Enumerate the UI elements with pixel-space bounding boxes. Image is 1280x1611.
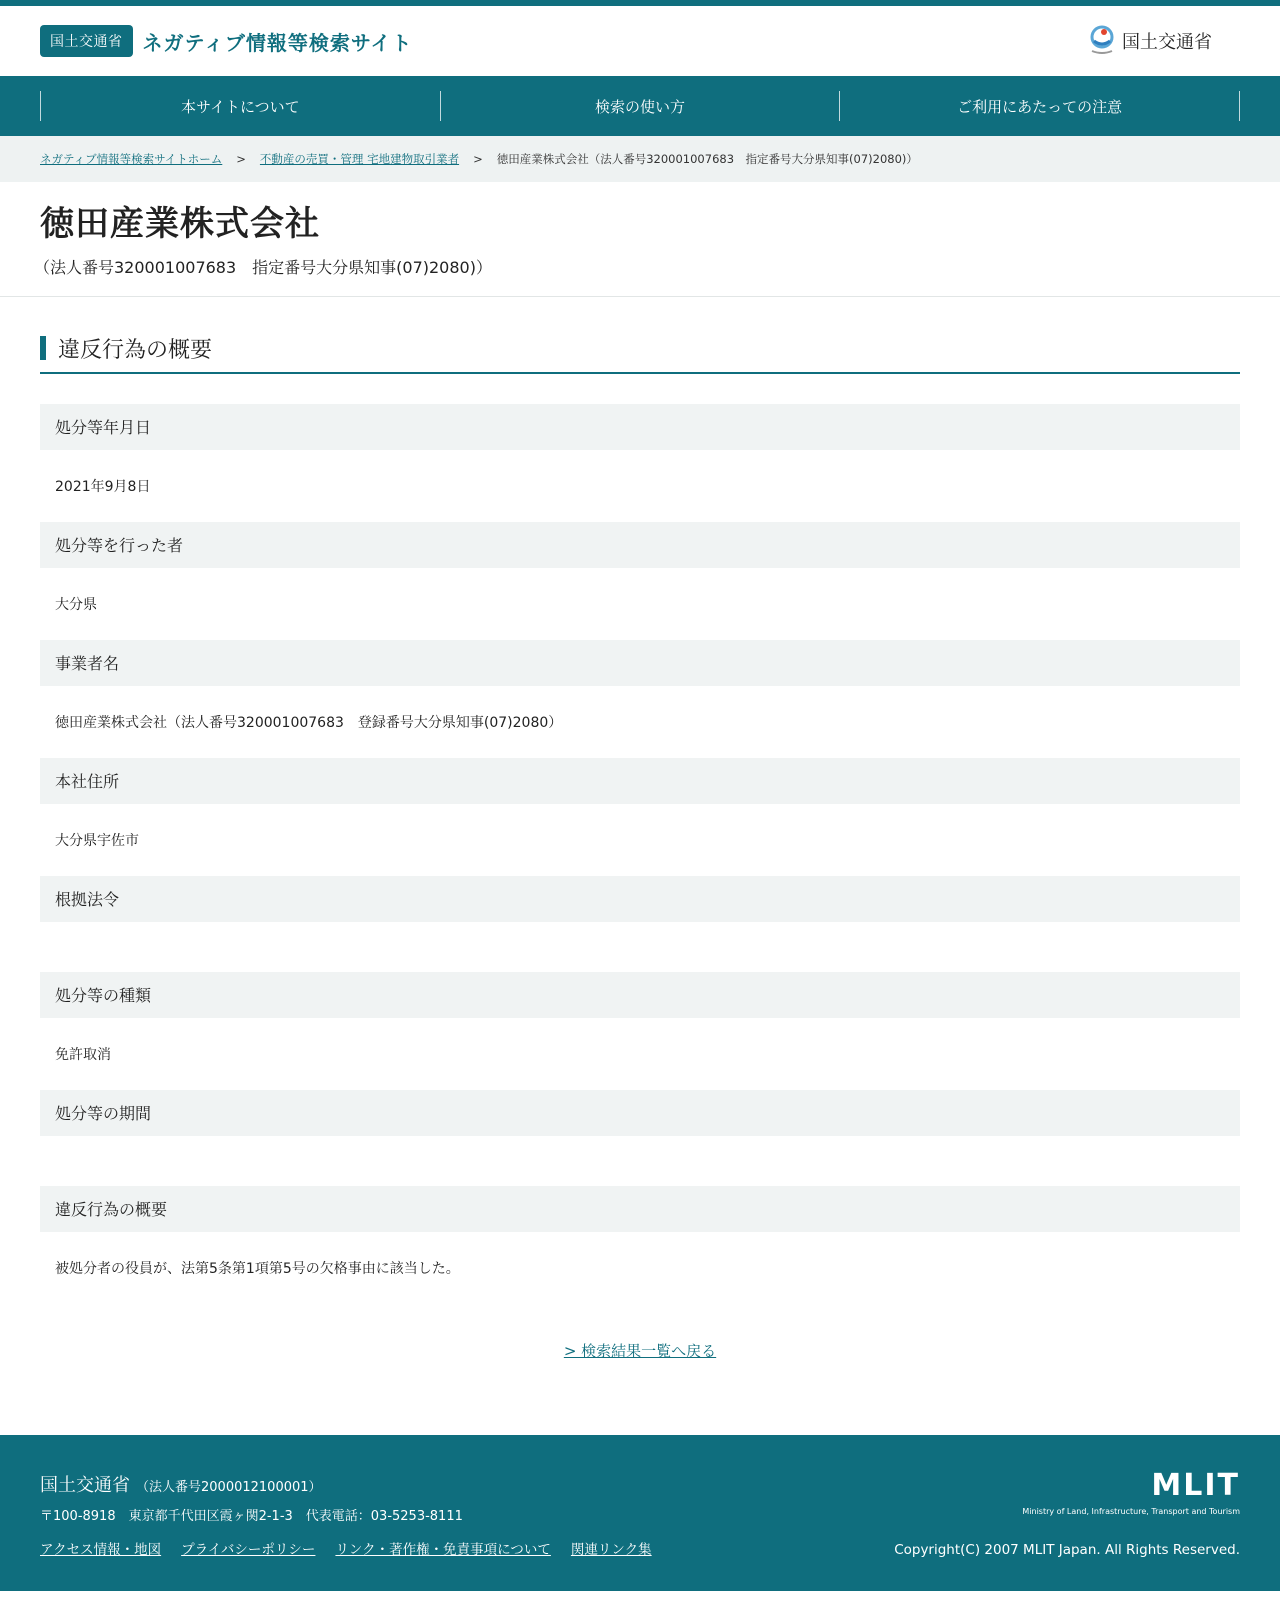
breadcrumb-separator: > [473, 152, 483, 166]
back-to-results-link[interactable]: > 検索結果一覧へ戻る [563, 1341, 717, 1360]
main-content [0, 297, 1280, 1435]
nav-search-howto[interactable]: 検索の使い方 [440, 91, 840, 121]
site-brand[interactable] [40, 25, 413, 57]
mlit-logo: MLIT [1151, 1467, 1240, 1503]
nav-about-site[interactable]: 本サイトについて [40, 91, 440, 121]
field-value-disposition-type: 免許取消 [55, 1046, 111, 1063]
field-value-violation-summary: 被処分者の役員が、法第5条第1項第5号の欠格事由に該当した。 [55, 1260, 460, 1277]
field-value-head-office: 大分県宇佐市 [55, 832, 139, 849]
detail-list [40, 404, 1240, 1304]
breadcrumb-current: 徳田産業株式会社（法人番号320001007683 指定番号大分県知事(07)2080)） [496, 152, 918, 166]
copyright: Copyright(C) 2007 MLIT Japan. All Rights Reserved. [894, 1541, 1240, 1558]
footer-left [40, 1471, 652, 1591]
breadcrumb-category-link[interactable]: 不動産の売買・管理 宅地建物取引業者 [259, 152, 460, 166]
ministry-logo-text: 国土交通省 [1122, 32, 1212, 53]
page-title: 徳田産業株式会社 [40, 204, 320, 244]
site-footer [0, 1435, 1280, 1591]
section-title: 違反行為の概要 [58, 337, 213, 363]
field-label-legal-basis: 根拠法令 [40, 876, 1240, 922]
breadcrumb-separator: > [236, 152, 246, 166]
footer-links [40, 1538, 652, 1558]
site-title: ネガティブ情報等検索サイト [142, 30, 413, 55]
breadcrumb [0, 136, 1280, 182]
site-header [0, 6, 1280, 76]
page-heading [0, 182, 1280, 297]
ministry-logo[interactable] [1088, 25, 1212, 57]
field-value-disposition-date: 2021年9月8日 [55, 478, 151, 495]
mlit-tagline: Ministry of Land, Infrastructure, Transport and Tourism [1022, 1506, 1240, 1516]
footer-org [40, 1471, 652, 1497]
footer-address: 〒100-8918 東京都千代田区霞ヶ関2-1-3 代表電話：03-5253-8111 [40, 1508, 463, 1524]
field-value-business-name: 徳田産業株式会社（法人番号320001007683 登録番号大分県知事(07)2080） [55, 714, 563, 731]
field-label-disposition-type: 処分等の種類 [40, 972, 1240, 1018]
back-link-wrap [40, 1304, 1240, 1435]
footer-link-related[interactable]: 関連リンク集 [570, 1541, 652, 1558]
section-accent-bar [40, 336, 46, 360]
footer-corp-number: （法人番号2000012100001） [136, 1479, 322, 1495]
footer-link-copyright[interactable]: リンク・著作権・免責事項について [335, 1541, 551, 1558]
field-label-disposition-date: 処分等年月日 [40, 404, 1240, 450]
nav-usage-notes[interactable]: ご利用にあたっての注意 [839, 91, 1240, 121]
field-label-head-office: 本社住所 [40, 758, 1240, 804]
global-nav [0, 76, 1280, 136]
section-heading [40, 333, 1240, 374]
field-value-disposition-period [40, 1136, 1240, 1186]
page-subtitle: （法人番号320001007683 指定番号大分県知事(07)2080)） [34, 257, 492, 277]
field-label-issuer: 処分等を行った者 [40, 522, 1240, 568]
footer-link-access[interactable]: アクセス情報・地図 [40, 1541, 162, 1558]
footer-right [894, 1467, 1240, 1591]
field-value-issuer: 大分県 [55, 596, 97, 613]
field-label-disposition-period: 処分等の期間 [40, 1090, 1240, 1136]
footer-org-name: 国土交通省 [40, 1474, 130, 1496]
mlit-swirl-icon [1088, 25, 1116, 57]
breadcrumb-home-link[interactable]: ネガティブ情報等検索サイトホーム [40, 152, 223, 166]
footer-link-privacy[interactable]: プライバシーポリシー [181, 1541, 316, 1558]
ministry-badge: 国土交通省 [40, 25, 133, 57]
field-label-business-name: 事業者名 [40, 640, 1240, 686]
field-label-violation-summary: 違反行為の概要 [40, 1186, 1240, 1232]
field-value-legal-basis [40, 922, 1240, 972]
